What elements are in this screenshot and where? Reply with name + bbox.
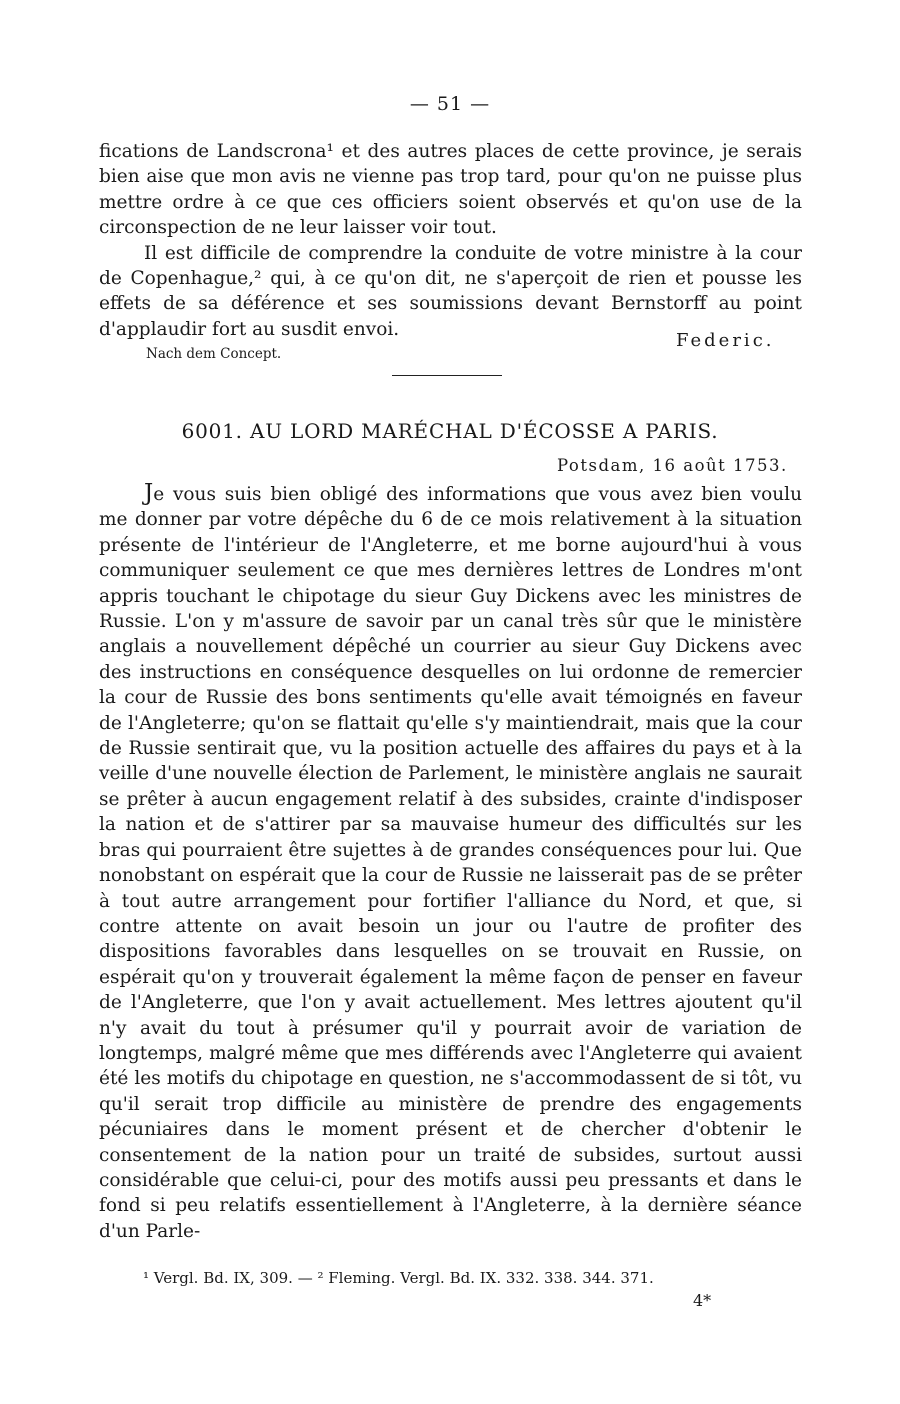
letter-heading: 6001. AU LORD MARÉCHAL D'ÉCOSSE A PARIS.	[181, 419, 719, 443]
gathering-signature: 4*	[693, 1291, 712, 1310]
footnotes: ¹ Vergl. Bd. IX, 309. — ² Fleming. Vergl. Bd. IX. 332. 338. 344. 371.	[143, 1269, 654, 1287]
letter-body	[99, 481, 802, 1244]
previous-letter-paragraph-1: fications de Landscrona¹ et des autres places de cette province, je serais bien aise que mon avis ne vienne pas trop tard, pour qu'on ne puisse plus mettre ordre à ce que ces officiers soient observés et qu'on use de la circonspection de ne leur laisser voir tout.	[99, 141, 802, 239]
letter-body-paragraph: Je vous suis bien obligé des informations que vous avez bien voulu me donner par votre dépêche du 6 de ce mois relativement à la situation présente de l'intérieur de l'Angleterre, et me borne aujourd'hui à vous communiquer seulement ce que mes dernières lettres de Londres m'ont appris touchant le chipotage du sieur Guy Dickens avec les ministres de Russie. L'on y m'assure de savoir par un canal très sûr que le ministère anglais a nouvellement dépêché un courrier au sieur Guy Dickens avec des instructions en conséquence desquelles on lui ordonne de remercier la cour de Russie des bons sentiments qu'elle avait témoignés en faveur de l'Angleterre; qu'on se flattait qu'elle s'y maintiendrait, mais que la cour de Russie sentirait que, vu la position actuelle des affaires du pays et à la veille d'une nouvelle élection de Parlement, le ministère anglais ne saurait se prêter à aucun engagement relatif à des subsides, crainte d'indisposer la nation et de s'attirer par sa mauvaise humeur des difficultés sur les bras qui pourraient être sujettes à de grandes conséquences pour lui. Que nonobstant on espérait que la cour de Russie ne laisserait pas de se prêter à tout autre arrangement pour fortifier l'alliance du Nord, et que, si contre attente on avait besoin un jour ou l'autre de profiter des dispositions favorables dans lesquelles on se trouvait en Russie, on espérait qu'on y trouverait également la même façon de penser en faveur de l'Angleterre, que l'on y avait actuellement. Mes lettres ajoutent qu'il n'y avait du tout à présumer qu'il y pourrait avoir de variation de longtemps, malgré même que mes différends avec l'Angleterre qui avaient été les motifs du chipotage en question, ne s'accommodassent de si tôt, vu qu'il serait trop difficile au ministère de prendre des engagements pécuniaires dans le moment présent et de chercher d'obtenir le consentement de la nation pour un traité de subsides, surtout aussi considérable que celui-ci, pour des motifs aussi peu pressants et dans le fond si peu relatifs essentiellement à l'Angleterre, à la dernière séance d'un Parle-	[99, 480, 802, 1242]
letter-dateline: Potsdam, 16 août 1753.	[557, 456, 788, 475]
previous-letter-text	[99, 139, 802, 342]
page-number: — 51 —	[409, 93, 491, 115]
source-note: Nach dem Concept.	[146, 346, 282, 362]
previous-letter-paragraph-2: Il est difficile de comprendre la conduite de votre ministre à la cour de Copenhague,² qui, à ce qu'on dit, ne s'aperçoit de rien et pousse les effets de sa déférence et ses soumissions devant Bernstorff au point d'applaudir fort au susdit envoi.	[99, 242, 802, 340]
signature: Federic.	[676, 330, 775, 351]
section-divider	[392, 375, 502, 376]
